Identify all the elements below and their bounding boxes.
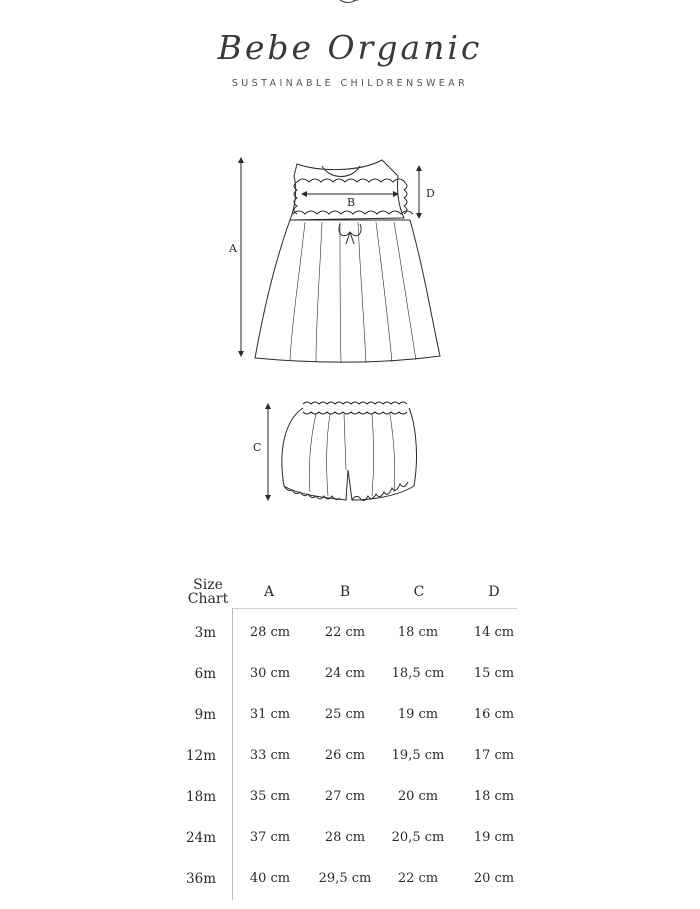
bloomers-drawing [282, 402, 417, 501]
cell-d: 17 cm [473, 748, 515, 763]
cell-d: 14 cm [473, 625, 515, 640]
cell-b: 25 cm [324, 707, 366, 722]
brand-logo-name: Bebe Organic [217, 28, 483, 67]
row-size-label: 24m [186, 830, 216, 846]
cell-d: 18 cm [473, 789, 515, 804]
column-header-b: B [339, 584, 351, 600]
header-divider [232, 608, 517, 609]
cell-a: 31 cm [249, 707, 291, 722]
dress-drawing [255, 160, 440, 363]
size-chart-table [170, 570, 530, 900]
cell-c: 19,5 cm [391, 748, 445, 763]
brand-tagline: SUSTAINABLE CHILDRENSWEAR [231, 78, 469, 89]
cell-d: 20 cm [473, 871, 515, 886]
cell-b: 22 cm [324, 625, 366, 640]
cell-b: 27 cm [324, 789, 366, 804]
size-chart-title-line2: Chart [187, 591, 229, 607]
row-size-label: 18m [186, 789, 216, 805]
cell-a: 35 cm [249, 789, 291, 804]
row-size-label: 3m [194, 625, 216, 641]
table-row [170, 871, 530, 895]
cell-c: 20 cm [397, 789, 439, 804]
table-row [170, 625, 530, 649]
row-size-label: 12m [186, 748, 216, 764]
cell-c: 20,5 cm [391, 830, 445, 845]
cell-b: 29,5 cm [318, 871, 372, 886]
cell-c: 19 cm [397, 707, 439, 722]
table-row [170, 666, 530, 690]
cell-a: 40 cm [249, 871, 291, 886]
size-chart-title-line1: Size [193, 577, 223, 593]
cell-d: 19 cm [473, 830, 515, 845]
dimension-d-label: D [426, 187, 435, 200]
row-size-label: 36m [186, 871, 216, 887]
cell-a: 30 cm [249, 666, 291, 681]
table-row [170, 789, 530, 813]
cell-c: 18,5 cm [391, 666, 445, 681]
column-header-d: D [488, 584, 500, 600]
table-row [170, 748, 530, 772]
row-size-label: 6m [194, 666, 216, 682]
dimension-c-label: C [253, 441, 262, 454]
row-size-label: 9m [194, 707, 216, 723]
column-header-a: A [263, 584, 275, 600]
cell-d: 16 cm [473, 707, 515, 722]
cell-a: 28 cm [249, 625, 291, 640]
cell-c: 22 cm [397, 871, 439, 886]
dimension-a-label: A [229, 242, 237, 255]
cell-d: 15 cm [473, 666, 515, 681]
size-chart-title [178, 578, 238, 606]
cell-a: 33 cm [249, 748, 291, 763]
column-header-c: C [413, 584, 425, 600]
cell-b: 28 cm [324, 830, 366, 845]
cell-a: 37 cm [249, 830, 291, 845]
table-row [170, 707, 530, 731]
table-row [170, 830, 530, 854]
cell-b: 24 cm [324, 666, 366, 681]
cell-c: 18 cm [397, 625, 439, 640]
cell-b: 26 cm [324, 748, 366, 763]
dimension-b-label: B [347, 196, 356, 209]
